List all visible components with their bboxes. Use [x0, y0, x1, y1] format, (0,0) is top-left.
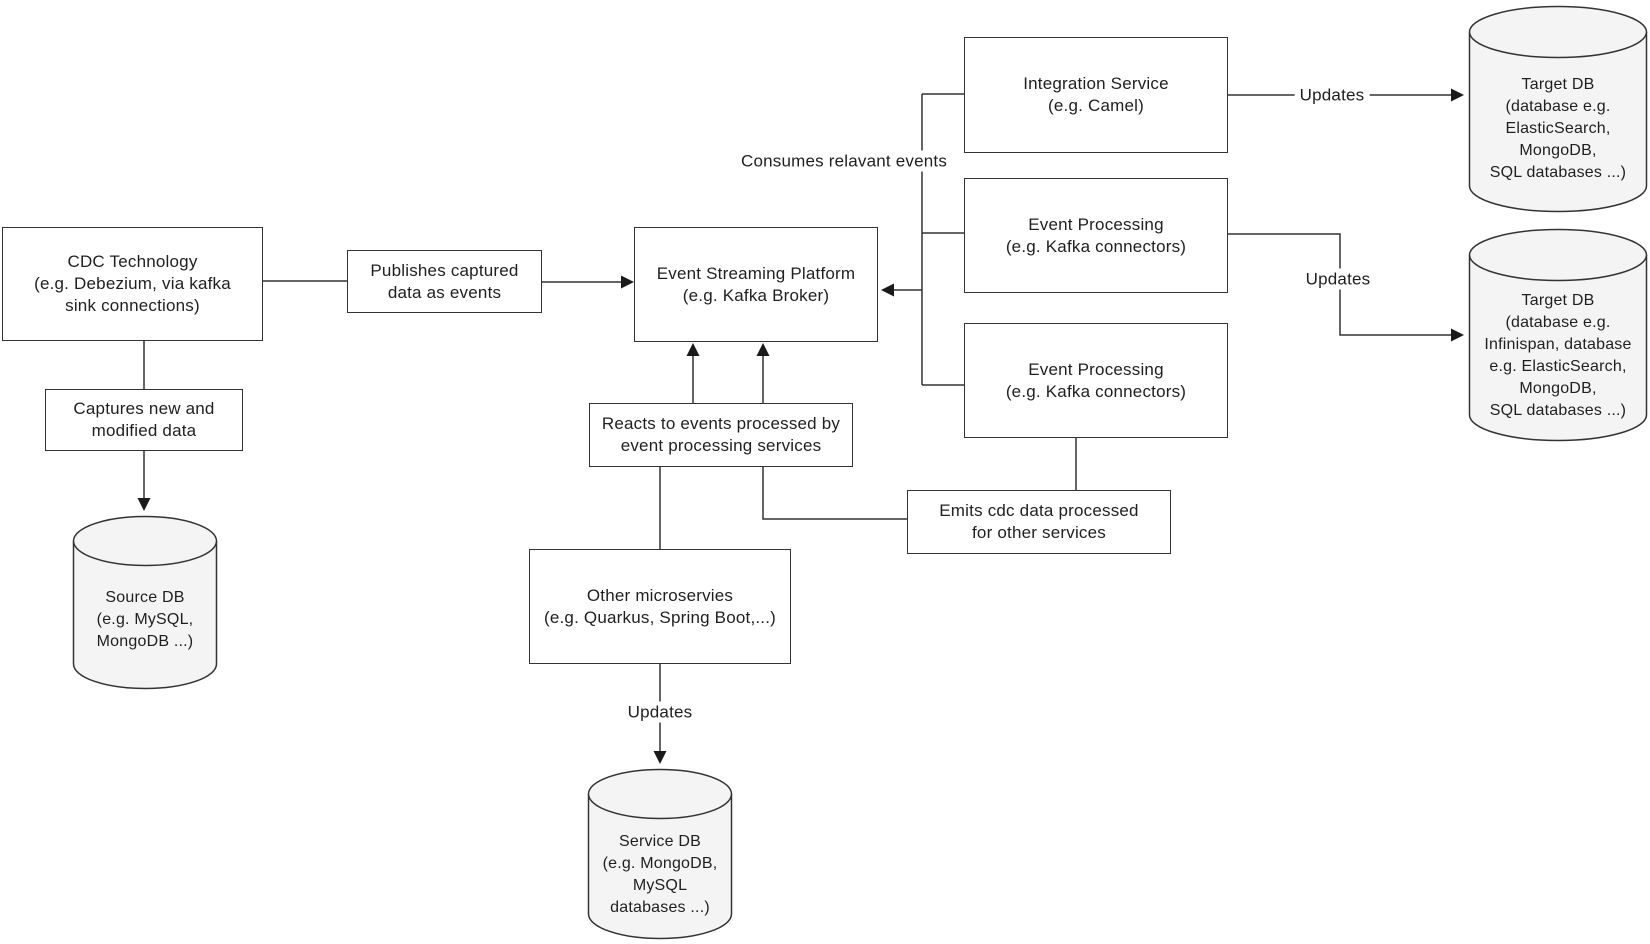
node-label-line: (e.g. MySQL,: [96, 610, 194, 628]
node-label-line: MongoDB,: [1519, 142, 1597, 159]
node-label-line: MongoDB,: [1519, 380, 1597, 397]
node-label-line: SQL databases ...): [1489, 164, 1627, 181]
node-label-line: (e.g. Quarkus, Spring Boot,...): [543, 607, 777, 627]
source-db-cylinder: [72, 515, 218, 690]
node-label-line: (e.g. MongoDB,: [602, 855, 718, 872]
arrowhead-into-target-db-1: [1451, 89, 1464, 102]
node-label-line: Publishes captured: [370, 260, 519, 280]
integration-service-node: [964, 37, 1228, 153]
target-db-2-label: [1470, 280, 1646, 432]
node-label-line: (e.g. Kafka Broker): [682, 285, 830, 305]
node-label-line: Service DB: [618, 833, 702, 850]
edge-reacts-to-emits: [763, 467, 907, 519]
event-processing-2-node: [964, 323, 1228, 438]
publishes-captured-data-node: [347, 250, 542, 313]
service-db-cylinder: [587, 768, 733, 940]
node-label-line: Event Streaming Platform: [656, 263, 856, 283]
node-label-line: (database e.g.: [1505, 98, 1611, 115]
node-label-line: SQL databases ...): [1489, 402, 1627, 419]
cdc-technology-node: [2, 227, 263, 341]
arrowhead-into-target-db-2: [1451, 329, 1464, 342]
target-db-1-cylinder: [1468, 5, 1648, 213]
node-label-line: Infinispan, database: [1484, 336, 1632, 353]
node-label-line: Emits cdc data processed: [939, 501, 1139, 520]
arrowhead-into-esp-left: [621, 276, 634, 289]
node-label-line: Reacts to events processed by: [601, 414, 841, 433]
arrowhead-into-service-db: [654, 751, 667, 764]
node-label-line: databases ...): [610, 899, 710, 916]
captures-new-data-node: [45, 389, 243, 451]
node-label-line: Event Processing: [1028, 359, 1164, 379]
node-label-line: Target DB: [1521, 292, 1595, 309]
node-label-line: (e.g. Camel): [1048, 96, 1144, 115]
node-label-line: e.g. ElasticSearch,: [1489, 358, 1627, 375]
service-db-label: [589, 820, 731, 930]
node-label-line: Target DB: [1521, 76, 1595, 93]
node-label-line: Source DB: [105, 588, 185, 606]
event-processing-1-node: [964, 178, 1228, 293]
arrowhead-into-esp-bottom-right: [757, 343, 770, 356]
event-streaming-platform-node: [634, 227, 878, 342]
node-label-line: event processing services: [620, 436, 822, 455]
node-label-line: (e.g. Kafka connectors): [1005, 236, 1187, 256]
reacts-to-events-node: [589, 403, 853, 467]
target-db-2-cylinder: [1468, 228, 1648, 442]
node-label-line: Captures new and: [73, 399, 215, 418]
node-label-line: modified data: [91, 421, 197, 440]
source-db-label: [74, 567, 216, 672]
node-label-line: (e.g. Debezium, via kafka: [34, 274, 231, 293]
arrowhead-into-esp-right: [881, 284, 894, 297]
updates-label-service-db: Updates: [623, 702, 698, 723]
node-label-line: Event Processing: [1028, 214, 1164, 234]
node-label-line: MongoDB ...): [96, 632, 194, 650]
updates-label-target-db-2: Updates: [1301, 269, 1376, 290]
node-label-line: MySQL: [632, 877, 688, 894]
other-microservices-node: [529, 549, 791, 664]
target-db-1-label: [1470, 59, 1646, 199]
node-label-line: ElasticSearch,: [1505, 120, 1611, 137]
node-label-line: Other microservies: [586, 585, 734, 605]
emits-cdc-data-node: [907, 490, 1171, 554]
node-label-line: for other services: [972, 523, 1106, 542]
consumes-events-label: Consumes relavant events: [736, 151, 952, 172]
arrowhead-into-esp-bottom-left: [687, 343, 700, 356]
node-label-line: Integration Service: [1023, 74, 1169, 93]
node-label-line: data as events: [387, 282, 502, 302]
node-label-line: (database e.g.: [1505, 314, 1611, 331]
updates-label-target-db-1: Updates: [1295, 85, 1370, 106]
arrowhead-into-source-db: [138, 498, 151, 511]
node-label-line: sink connections): [65, 296, 200, 315]
node-label-line: CDC Technology: [67, 252, 198, 271]
node-label-line: (e.g. Kafka connectors): [1005, 381, 1187, 401]
